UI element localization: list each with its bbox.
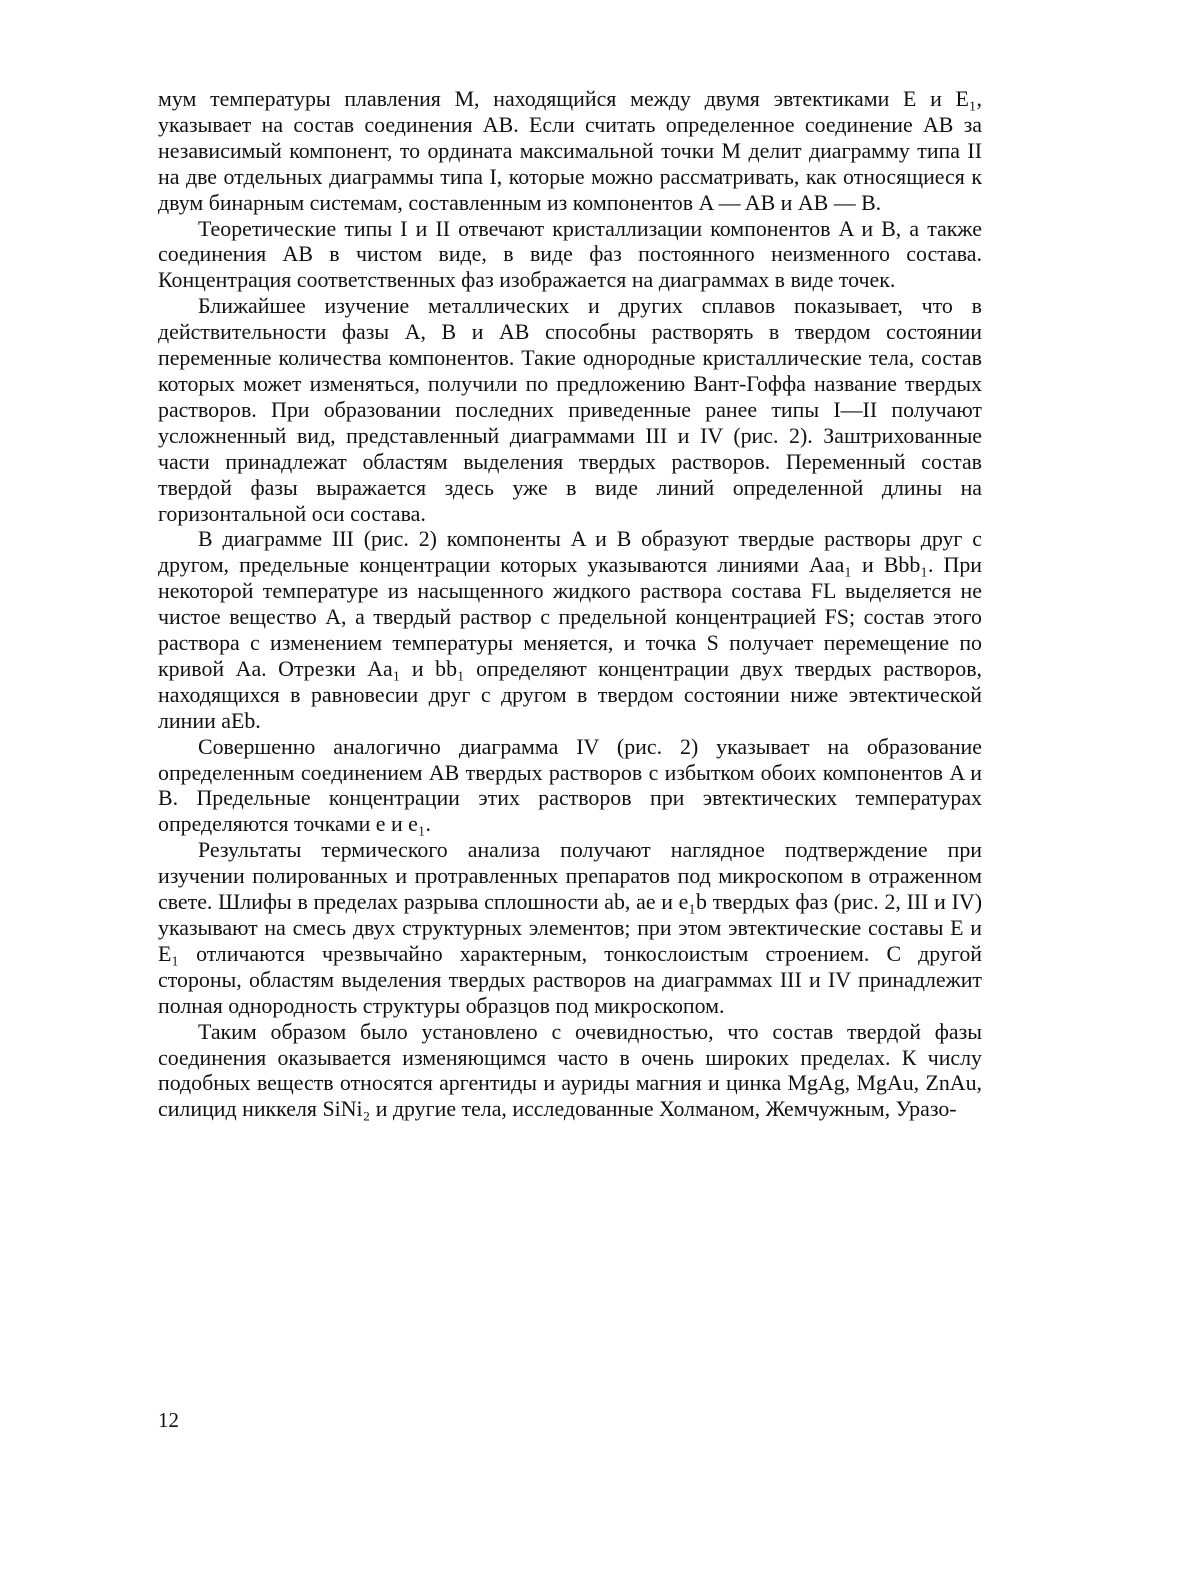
paragraph-3: Ближайшее изучение металлических и других сплавов показывает, что в действительности фазы A, B и AB способны растворять в твердом состоянии переменные количества компонентов. Такие однородные кристаллические тела, состав которых может изменяться, получили по предложению Вант-Гоффа название твердых растворов. При образовании последних приведенные ранее типы I—II получают усложненный вид, представленный диаграммами III и IV (рис. 2). Заштрихованные части принадлежат областям выделения твердых растворов. Переменный состав твердой фазы выражается здесь уже в виде линий определенной длины на горизонтальной оси состава. (158, 293, 982, 526)
page-number: 12 (158, 1408, 179, 1432)
paragraph-5: Совершенно аналогично диаграмма IV (рис. 2) указывает на образование определенным соединением AB твердых растворов с избытком обоих компонентов A и B. Предельные концентрации этих растворов при эвтектических температурах определяются точками e и e₁. (158, 733, 982, 837)
page-text (158, 86, 982, 1122)
paragraph-7: Таким образом было установлено с очевидностью, что состав твердой фазы соединения оказывается изменяющимся часто в очень широких пределах. К числу подобных веществ относятся аргентиды и ауриды магния и цинка MgAg, MgAu, ZnAu, силицид никкеля SiNi₂ и другие тела, исследованные Холманом, Жемчужным, Уразо- (158, 1018, 982, 1122)
paragraph-2: Теоретические типы I и II отвечают кристаллизации компонентов A и B, а также соединения AB в чистом виде, в виде фаз постоянного неизменного состава. Концентрация соответственных фаз изображается на диаграммах в виде точек. (158, 215, 982, 293)
paragraph-1: мум температуры плавления M, находящийся между двумя эвтектиками E и E₁, указывает на состав соединения AB. Если считать определенное соединение AB за независимый компонент, то ордината максимальной точки M делит диаграмму типа II на две отдельных диаграммы типа I, которые можно рассматривать, как относящиеся к двум бинарным системам, составленным из компонентов A — AB и AB — B. (158, 86, 982, 215)
paragraph-6: Результаты термического анализа получают наглядное подтверждение при изучении полированных и протравленных препаратов под микроскопом в отраженном свете. Шлифы в пределах разрыва сплошности ab, ae и e₁b твердых фаз (рис. 2, III и IV) указывают на смесь двух структурных элементов; при этом эвтектические составы E и E₁ отличаются чрезвычайно характерным, тонкослоистым строением. С другой стороны, областям выделения твердых растворов на диаграммах III и IV принадлежит полная однородность структуры образцов под микроскопом. (158, 837, 982, 1018)
paragraph-4: В диаграмме III (рис. 2) компоненты A и B образуют твердые растворы друг с другом, предельные концентрации которых указываются линиями Aaa₁ и Bbb₁. При некоторой температуре из насыщенного жидкого раствора состава FL выделяется не чистое вещество A, а твердый раствор с предельной концентрацией FS; состав этого раствора с изменением температуры меняется, и точка S получает перемещение по кривой Aa. Отрезки Aa₁ и bb₁ определяют концентрации двух твердых растворов, находящихся в равновесии друг с другом в твердом состоянии ниже эвтектической линии aEb. (158, 526, 982, 733)
